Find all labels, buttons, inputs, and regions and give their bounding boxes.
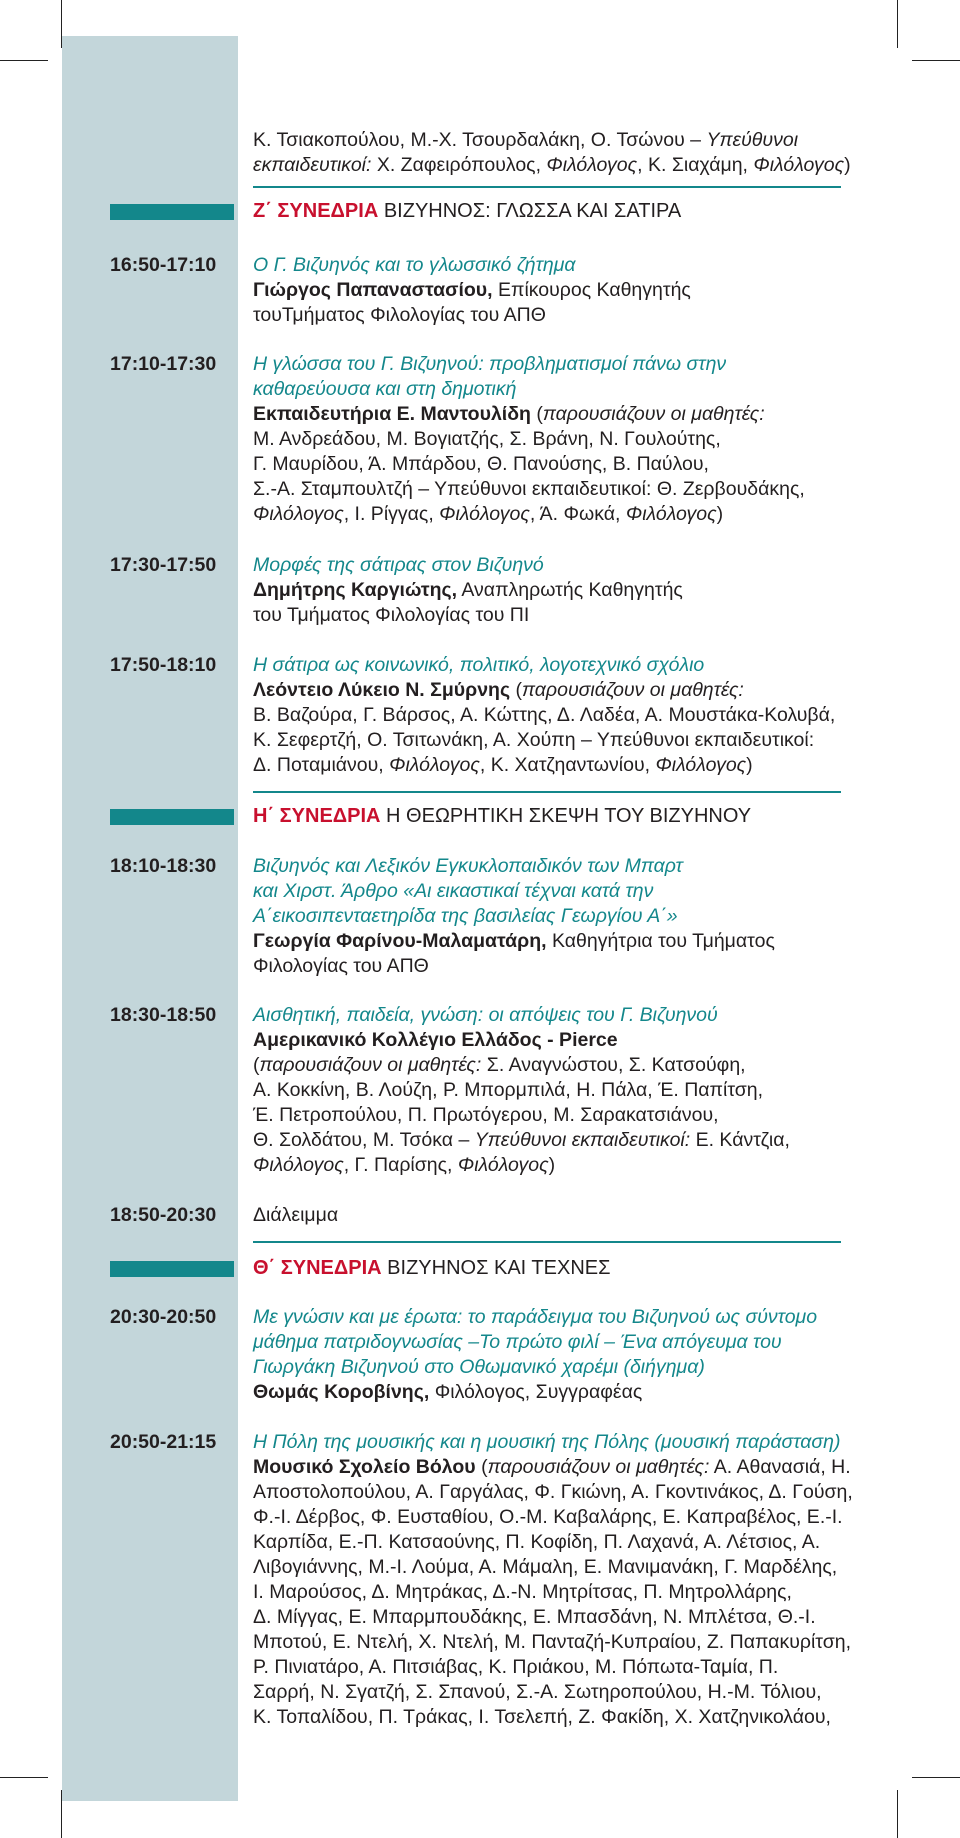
entry-line <box>253 728 814 753</box>
time-slot: 20:50-21:15 <box>110 1431 217 1453</box>
text-run: Γ. Μαυρίδου, Ά. Μπάρδου, Θ. Πανούσης, Β. Παύλου, <box>253 453 709 475</box>
text-run: Με γνώσιν και με έρωτα: το παράδειγμα του Βιζυηνού ως σύντομο <box>253 1306 818 1328</box>
section-divider <box>253 791 841 793</box>
entry-line <box>253 1530 820 1555</box>
text-run: Αισθητική, παιδεία, γνώση: οι απόψεις του Γ. Βιζυηνού <box>253 1004 718 1026</box>
entry-line <box>253 502 723 527</box>
session-marker <box>110 204 234 220</box>
text-run: Εκπαιδευτήρια Ε. Μαντουλίδη <box>253 403 531 425</box>
entry-line <box>253 1580 792 1605</box>
entry-line <box>253 1003 718 1028</box>
entry-line <box>253 402 765 427</box>
session-heading <box>253 803 751 829</box>
text-run: παρουσιάζουν οι μαθητές: <box>522 679 744 701</box>
text-run: Κ. Τοπαλίδου, Π. Τράκας, Ι. Τσελεπή, Ζ. Φακίδη, Χ. Χατζηνικολάου, <box>253 1706 831 1728</box>
text-run: Κ. Σεφερτζή, Ο. Τσιτωνάκη, Α. Χούπη – Υπεύθυνοι εκπαιδευτικοί: <box>253 729 815 751</box>
text-run: Β. Βαζούρα, Γ. Βάρσος, Α. Κώττης, Δ. Λαδέα, Α. Μουστάκα-Κολυβά, <box>253 704 836 726</box>
entry-line <box>253 1380 642 1405</box>
text-run: Κ. Τσιακοπούλου, Μ.-Χ. Τσουρδαλάκη, Ο. Τσώνου – <box>253 129 707 151</box>
text-run: Σ. Αναγνώστου, Σ. Κατσούφη, <box>481 1054 746 1076</box>
entry-line <box>253 452 709 477</box>
entry-line <box>253 1053 746 1078</box>
text-run: του Τμήματος Φιλολογίας του ΠΙ <box>253 604 530 626</box>
time-slot: 17:10-17:30 <box>110 353 217 375</box>
crop-mark <box>0 60 48 61</box>
time-slot: 18:10-18:30 <box>110 855 217 877</box>
entry-line <box>253 1430 840 1455</box>
time-slot: 17:30-17:50 <box>110 554 217 576</box>
text-run: Δ. Ποταμιάνου, <box>253 754 390 776</box>
text-run: Διάλειμμα <box>253 1204 339 1226</box>
entry-line <box>253 352 726 377</box>
text-run: Θ΄ ΣΥΝΕΔΡΙΑ <box>253 1257 382 1279</box>
text-run: Μουσικό Σχολείο Βόλου <box>253 1456 476 1478</box>
text-run: Φιλόλογος <box>457 1154 549 1176</box>
text-run: Μ. Ανδρεάδου, Μ. Βογιατζής, Σ. Βράνη, Ν. Γουλούτης, <box>253 428 721 450</box>
entry-line <box>253 1153 555 1178</box>
entry-line <box>253 1680 822 1705</box>
text-run: ) <box>746 754 753 776</box>
text-run: Υπεύθυνοι εκπαιδευτικοί: <box>474 1129 691 1151</box>
text-run: , Κ. Σιαχάμη, <box>637 154 754 176</box>
text-run: ) <box>844 154 851 176</box>
entry-line <box>253 904 678 929</box>
entry-line <box>253 477 805 502</box>
text-run: Α΄εικοσιπενταετηρίδα της βασιλείας Γεωργίου Α΄» <box>253 905 678 927</box>
entry-line <box>253 278 691 303</box>
text-run: Φ.-Ι. Δέρβος, Φ. Ευσταθίου, Ο.-Μ. Καβαλάρης, Ε. Καπραβέλος, Ε.-Ι. <box>253 1506 843 1528</box>
time-slot: 18:50-20:30 <box>110 1204 217 1226</box>
text-run: Καρπίδα, Ε.-Π. Κατσαούνης, Π. Κοφίδη, Π. Λαχανά, Α. Λέτσιος, Α. <box>253 1531 821 1553</box>
entry-line <box>253 1330 782 1355</box>
entry-line <box>253 1605 816 1630</box>
crop-mark <box>912 60 960 61</box>
entry-line <box>253 879 653 904</box>
text-run: Λεόντειο Λύκειο Ν. Σμύρνης <box>253 679 511 701</box>
text-run: ( <box>530 403 543 425</box>
text-run: ( <box>510 679 523 701</box>
entry-line <box>253 1355 705 1380</box>
session-heading <box>253 1255 610 1281</box>
text-run: Φιλόλογος <box>439 503 530 525</box>
text-run: Α. Κοκκίνη, Β. Λούζη, Ρ. Μπορμπιλά, Η. Πάλα, Έ. Παπίτση, <box>253 1079 764 1101</box>
text-run: Γιωργάκη Βιζυηνού στο Οθωμανικό χαρέμι (διήγημα) <box>253 1356 705 1378</box>
text-run: Έ. Πετροπούλου, Π. Πρωτόγερου, Μ. Σαρακατσιάνου, <box>253 1104 719 1126</box>
entry-line <box>253 1305 817 1330</box>
text-run: ( <box>475 1456 488 1478</box>
text-run: Ε. Κάντζια, <box>690 1129 790 1151</box>
entry-line <box>253 1078 763 1103</box>
text-run: Φιλόλογος <box>389 754 480 776</box>
text-run: καθαρεύουσα και στη δημοτική <box>253 378 517 400</box>
text-run: Ι. Μαρούσος, Δ. Μητράκας, Δ.-Ν. Μητρίτσας, Π. Μητρολλάρης, <box>253 1581 792 1603</box>
intro-line <box>253 128 798 153</box>
session-marker <box>110 1261 234 1277</box>
text-run: Γιώργος Παπαναστασίου, <box>253 279 493 301</box>
text-run: Δημήτρης Καργιώτης, <box>253 579 458 601</box>
entry-line <box>253 427 721 452</box>
entry-line <box>253 703 835 728</box>
text-run: Επίκουρος Καθηγητής <box>492 279 691 301</box>
entry-line <box>253 753 753 778</box>
text-run: Καθηγήτρια του Τμήματος <box>546 930 775 952</box>
text-run: Μποτού, Ε. Ντελή, Χ. Ντελή, Μ. Πανταζή-Κυπραίου, Ζ. Παπακυρίτση, <box>253 1631 852 1653</box>
text-run: Θωμάς Κοροβίνης, <box>253 1381 430 1403</box>
entry-line <box>253 1705 831 1730</box>
text-run: , Ά. Φωκά, <box>529 503 626 525</box>
crop-mark <box>897 0 898 48</box>
text-run: ΒΙΖΥΗΝΟΣ: ΓΛΩΣΣΑ ΚΑΙ ΣΑΤΙΡΑ <box>378 200 682 222</box>
entry-line <box>253 653 704 678</box>
time-slot: 20:30-20:50 <box>110 1306 217 1328</box>
entry-line <box>253 603 529 628</box>
text-run: Φιλόλογος <box>253 1154 344 1176</box>
text-run: Αποστολοπούλου, Α. Γαργάλας, Φ. Γκιώνη, Α. Γκοντινάκος, Δ. Γούση, <box>253 1481 853 1503</box>
text-run: Η σάτιρα ως κοινωνικό, πολιτικό, λογοτεχνικό σχόλιο <box>253 654 705 676</box>
entry-line <box>253 1028 618 1053</box>
text-run: Φιλόλογος, Συγγραφέας <box>429 1381 643 1403</box>
text-run: , Κ. Χατζηαντωνίου, <box>479 754 656 776</box>
entry-line <box>253 553 544 578</box>
text-run: Φιλόλογος <box>625 503 717 525</box>
text-run: Α. Αθανασιά, Η. <box>709 1456 851 1478</box>
entry-line <box>253 929 775 954</box>
section-divider <box>253 186 841 188</box>
entry-line <box>253 578 683 603</box>
text-run: παρουσιάζουν οι μαθητές: <box>487 1456 710 1478</box>
text-run: ) <box>548 1154 556 1176</box>
entry-line <box>253 1103 719 1128</box>
text-run: Ζ΄ ΣΥΝΕΔΡΙΑ <box>253 200 379 222</box>
text-run: Αναπληρωτής Καθηγητής <box>457 579 683 601</box>
entry-line <box>253 1655 778 1680</box>
text-run: Φιλόλογος <box>655 754 747 776</box>
text-run: Σαρρή, Ν. Σγατζή, Σ. Σπανού, Σ.-Α. Σωτηροπούλου, Η.-Μ. Τόλιου, <box>253 1681 822 1703</box>
crop-mark <box>912 1777 960 1778</box>
entry-line <box>253 1203 338 1228</box>
side-band <box>62 36 238 1801</box>
text-run: Ρ. Πινιατάρο, Α. Πιτσιάβας, Κ. Πριάκου, Μ. Πόπωτα-Ταμία, Π. <box>253 1656 779 1678</box>
text-run: και Χιρστ. Άρθρο «Αι εικαστικαί τέχναι κατά την <box>253 880 654 902</box>
session-heading <box>253 198 681 224</box>
entry-line <box>253 1455 851 1480</box>
text-run: Φιλολογίας του ΑΠΘ <box>253 955 429 977</box>
section-divider <box>253 1241 841 1243</box>
text-run: Η Πόλη της μουσικής και η μουσική της Πόλης (μουσική παράσταση) <box>253 1431 841 1453</box>
text-run: Ο Γ. Βιζυηνός και το γλωσσικό ζήτημα <box>253 254 576 276</box>
crop-mark <box>0 1777 48 1778</box>
text-run: , Γ. Παρίσης, <box>343 1154 458 1176</box>
entry-line <box>253 1630 851 1655</box>
text-run: Η΄ ΣΥΝΕΔΡΙΑ <box>253 805 381 827</box>
crop-mark <box>897 1790 898 1838</box>
text-run: Βιζυηνός και Λεξικόν Εγκυκλοπαιδικόν των Μπαρτ <box>253 855 683 877</box>
text-run: παρουσιάζουν οι μαθητές: <box>259 1054 482 1076</box>
text-run: Θ. Σολδάτου, Μ. Τσόκα – <box>253 1129 475 1151</box>
entry-line <box>253 678 744 703</box>
text-run: Αμερικανικό Κολλέγιο Ελλάδος - Pierce <box>253 1029 618 1051</box>
text-run: ( <box>253 1054 260 1076</box>
text-run: Μορφές της σάτιρας στον Βιζυηνό <box>253 554 544 576</box>
time-slot: 18:30-18:50 <box>110 1004 217 1026</box>
entry-line <box>253 253 576 278</box>
text-run: Η ΘΕΩΡΗΤΙΚΗ ΣΚΕΨΗ ΤΟΥ ΒΙΖΥΗΝΟΥ <box>380 805 752 827</box>
entry-line <box>253 377 516 402</box>
time-slot: 16:50-17:10 <box>110 254 217 276</box>
text-run: Φιλόλογος <box>253 503 344 525</box>
entry-line <box>253 1505 843 1530</box>
text-run: εκπαιδευτικοί: <box>253 154 372 176</box>
text-run: παρουσιάζουν οι μαθητές: <box>542 403 765 425</box>
text-run: Σ.-Α. Σταμπουλτζή – Υπεύθυνοι εκπαιδευτικοί: Θ. Ζερβουδάκης, <box>253 478 805 500</box>
text-run: Χ. Ζαφειρόπουλος, <box>371 154 547 176</box>
text-run: Γεωργία Φαρίνου-Μαλαματάρη, <box>253 930 547 952</box>
text-run: ΒΙΖΥΗΝΟΣ ΚΑΙ ΤΕΧΝΕΣ <box>381 1257 611 1279</box>
entry-line <box>253 1128 790 1153</box>
text-run: ) <box>716 503 724 525</box>
time-slot: 17:50-18:10 <box>110 654 217 676</box>
text-run: Υπεύθυνοι <box>706 129 799 151</box>
session-marker <box>110 809 234 825</box>
entry-line <box>253 854 683 879</box>
entry-line <box>253 954 429 979</box>
entry-line <box>253 1555 837 1580</box>
text-run: τουΤμήματος Φιλολογίας του ΑΠΘ <box>253 304 546 326</box>
text-run: μάθημα πατριδογνωσίας –Το πρώτο φιλί – Ένα απόγευμα του <box>253 1331 782 1353</box>
text-run: , Ι. Ρίγγας, <box>343 503 440 525</box>
text-run: Λιβογιάννης, Μ.-Ι. Λούμα, Α. Μάμαλη, Ε. Μανιμανάκη, Γ. Μαρδέλης, <box>253 1556 838 1578</box>
text-run: Η γλώσσα του Γ. Βιζυηνού: προβληματισμοί πάνω στην <box>253 353 727 375</box>
entry-line <box>253 303 546 328</box>
text-run: Φιλόλογος <box>753 154 845 176</box>
entry-line <box>253 1480 853 1505</box>
text-run: Δ. Μίγγας, Ε. Μπαρμπουδάκης, Ε. Μπασδάνη, Ν. Μπλέτσα, Θ.-Ι. <box>253 1606 816 1628</box>
text-run: Φιλόλογος <box>546 154 638 176</box>
intro-line <box>253 153 851 178</box>
